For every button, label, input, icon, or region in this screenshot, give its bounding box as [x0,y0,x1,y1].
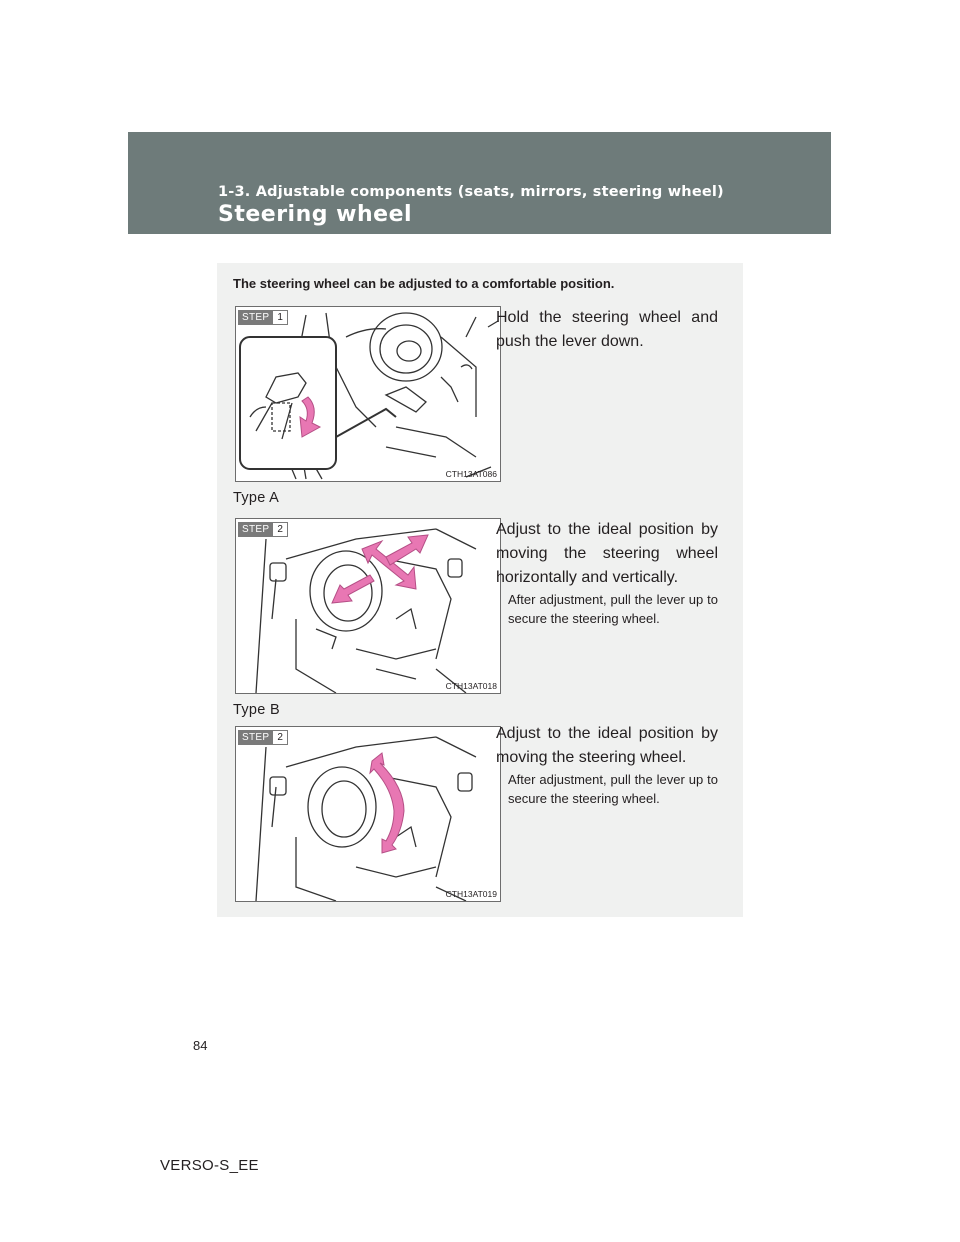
step1-text: Hold the steering wheel and push the lever down. [496,309,718,350]
step-number: 2 [273,730,288,745]
step-label: STEP [238,310,273,325]
lever-illustration [236,307,500,481]
chapter-header [128,132,831,234]
model-code: VERSO-S_EE [160,1157,259,1174]
step1-illustration [235,306,501,482]
section-heading: 1-3. Adjustable components (seats, mirrors, steering wheel) [218,184,724,200]
step-label: STEP [238,522,273,537]
image-code: CTH13AT086 [445,469,497,479]
type-a-text: Adjust to the ideal position by moving the steering wheel horizontally and vertically. [496,521,718,586]
type-b-text: Adjust to the ideal position by moving the steering wheel. [496,725,718,766]
page-number: 84 [193,1038,208,1053]
content-panel [217,263,743,917]
type-a-note: After adjustment, pull the lever up to secure the steering wheel. [508,592,718,626]
tilt-illustration [236,727,500,901]
type-b-illustration [235,726,501,902]
step-badge [238,522,288,537]
type-b-label: Type B [233,702,280,718]
image-code: CTH13AT019 [445,889,497,899]
type-a-label: Type A [233,490,280,506]
step-number: 1 [273,310,288,325]
step-badge [238,730,288,745]
type-a-illustration [235,518,501,694]
horizontal-vertical-illustration [236,519,500,693]
image-code: CTH13AT018 [445,681,497,691]
intro-text: The steering wheel can be adjusted to a comfortable position. [233,276,615,291]
step-badge [238,310,288,325]
type-b-note: After adjustment, pull the lever up to secure the steering wheel. [508,772,718,806]
step-label: STEP [238,730,273,745]
page-title: Steering wheel [218,202,413,227]
step-number: 2 [273,522,288,537]
